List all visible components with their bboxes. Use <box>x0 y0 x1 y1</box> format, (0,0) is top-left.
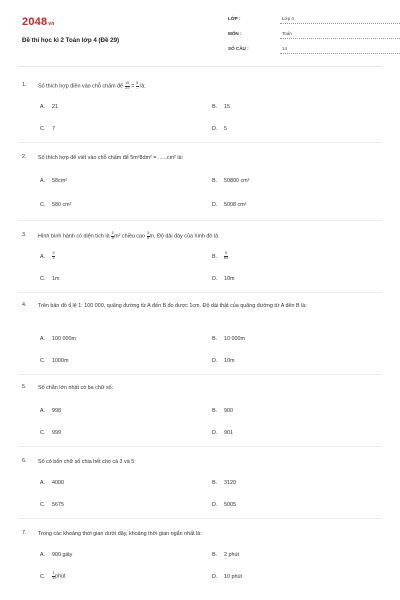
option-b[interactable]: B. 10 000m <box>212 336 245 342</box>
question-separator <box>18 374 382 375</box>
question-text: Hình bình hành có diện tích là $\frac{5}{8}$ m² chiều cao $\frac{3}{8}$ m. Độ dài đáy của hình đó là <box>38 231 219 240</box>
option-d[interactable]: D. 5008 cm² <box>212 202 247 208</box>
option-c[interactable]: C. 999 <box>40 430 61 436</box>
option-b[interactable]: B. 15 <box>212 104 230 110</box>
question-text: Số thích hợp để viết vào chỗ chấm để 5m²8dm² = ......cm² là: <box>38 155 184 161</box>
fraction: $\frac{5}{64}$ <box>224 251 228 260</box>
option-a[interactable]: A. 100 000m <box>40 336 76 342</box>
option-a[interactable]: A. 58cm² <box>40 178 67 184</box>
option-d[interactable]: D. 5 <box>212 126 227 132</box>
question-text: Số chẵn lớn nhất có ba chữ số: <box>38 385 114 391</box>
option-a[interactable]: A. 998 <box>40 408 61 414</box>
option-a[interactable]: A. $\frac{5}{3}$ <box>40 251 55 260</box>
question-text: Trên bản đồ tỉ lệ 1: 100 000, quãng đường từ A đến B đo được 1cm. Độ dài thật của quãng đường từ A đến B là: <box>38 303 307 309</box>
option-a[interactable]: A. 900 giây <box>40 552 73 558</box>
fraction: $\frac{3}{8}$ <box>147 231 149 240</box>
question-text: Số có bốn chữ số chia hết cho cả 3 và 5: <box>38 459 136 465</box>
option-c[interactable]: C. 1m <box>40 276 60 282</box>
option-c[interactable]: C. 7 <box>40 126 55 132</box>
header-divider <box>18 66 382 67</box>
question-separator <box>18 446 382 447</box>
option-b[interactable]: B. $\frac{5}{64}$ <box>212 251 228 260</box>
option-c[interactable]: C. 5675 <box>40 502 64 508</box>
option-d[interactable]: D. 10 phút <box>212 574 242 580</box>
option-b[interactable]: B. 900 <box>212 408 233 414</box>
question-text: Trong các khoảng thời gian dưới đây, khoảng thời gian ngắn nhất là: <box>38 531 202 537</box>
option-d[interactable]: D. 5005 <box>212 502 236 508</box>
option-b[interactable]: B. 3120 <box>212 480 236 486</box>
option-d[interactable]: D. 10m <box>212 358 235 364</box>
option-d[interactable]: D. 10m <box>212 276 235 282</box>
question-separator <box>18 292 382 293</box>
question-separator <box>18 142 382 143</box>
fraction: $\frac{5}{3}$ <box>52 251 55 260</box>
option-a[interactable]: A. 21 <box>40 104 58 110</box>
site-logo[interactable]: 2048vn <box>22 16 55 28</box>
option-d[interactable]: D. 901 <box>212 430 233 436</box>
option-c[interactable]: C. 580 cm² <box>40 202 72 208</box>
fraction: $\frac{5}{8}$ <box>111 231 114 240</box>
question-separator <box>18 518 382 519</box>
exam-page: 2048vn Đề thi học kì 2 Toán lớp 4 (Đề 29) LỚP : Lớp 4 MÔN : Toán SỐ CÂU : 14 1. Số thích hợp điền vào chỗ chấm để $\frac{15}{21}$ = $\frac{5}{...}$ là: A. 21 B. 15 C. 7 D. 5 2. Số thích hợp để viết vào chỗ chấm để 5m²8dm² = ......cm² là: A. 58cm² B. 50800 cm² C. 580 cm² D. 5008 cm² 3. Hình bình hành có diện tích là $\frac{5}{8}$ m² chiều cao $\frac{3}{8}$ m. Độ dài đáy của hình đó là A. $\frac{5}{3}$ B. $\frac{5}{64}$ C. 1m D. 10m 4. Trên bản đồ tỉ lệ 1: 100 000, quãng đường từ A đến B đo được 1cm. Độ dài thật của quãng đường từ A đến B là: A. 100 000m B. 10 000m C. 1000m D. 10m 5. Số chẵn lớn nhất có ba chữ số: A. 998 B. 900 C. 999 D. 901 6. Số có bốn chữ số chia hết cho cả 3 và 5: A. 4000 B. 3120 C. 5675 D. 5005 7. Trong các khoảng thời gian dưới đây, khoảng thời gian ngắn nhất là: A. 900 giây B. 2 phút C. $\frac{1}{5}$ phút D. 10 phút <box>0 0 400 600</box>
exam-title: Đề thi học kì 2 Toán lớp 4 (Đề 29) <box>22 37 120 44</box>
option-b[interactable]: B. 2 phút <box>212 552 239 558</box>
option-c[interactable]: C. 1000m <box>40 358 69 364</box>
fraction: $\frac{1}{5}$ <box>52 571 55 580</box>
exam-header: 2048vn Đề thi học kì 2 Toán lớp 4 (Đề 29) LỚP : Lớp 4 MÔN : Toán SỐ CÂU : 14 <box>0 0 400 66</box>
question-separator <box>18 220 382 221</box>
option-c[interactable]: C. $\frac{1}{5}$ phút <box>40 571 66 580</box>
fraction: $\frac{15}{21}$ <box>125 81 130 90</box>
option-b[interactable]: B. 50800 cm² <box>212 178 250 184</box>
option-a[interactable]: A. 4000 <box>40 480 64 486</box>
question-text: Số thích hợp điền vào chỗ chấm để $\frac{15}{21}$ = $\frac{5}{...}$ là: <box>38 81 146 90</box>
fraction: $\frac{5}{...}$ <box>135 81 139 90</box>
